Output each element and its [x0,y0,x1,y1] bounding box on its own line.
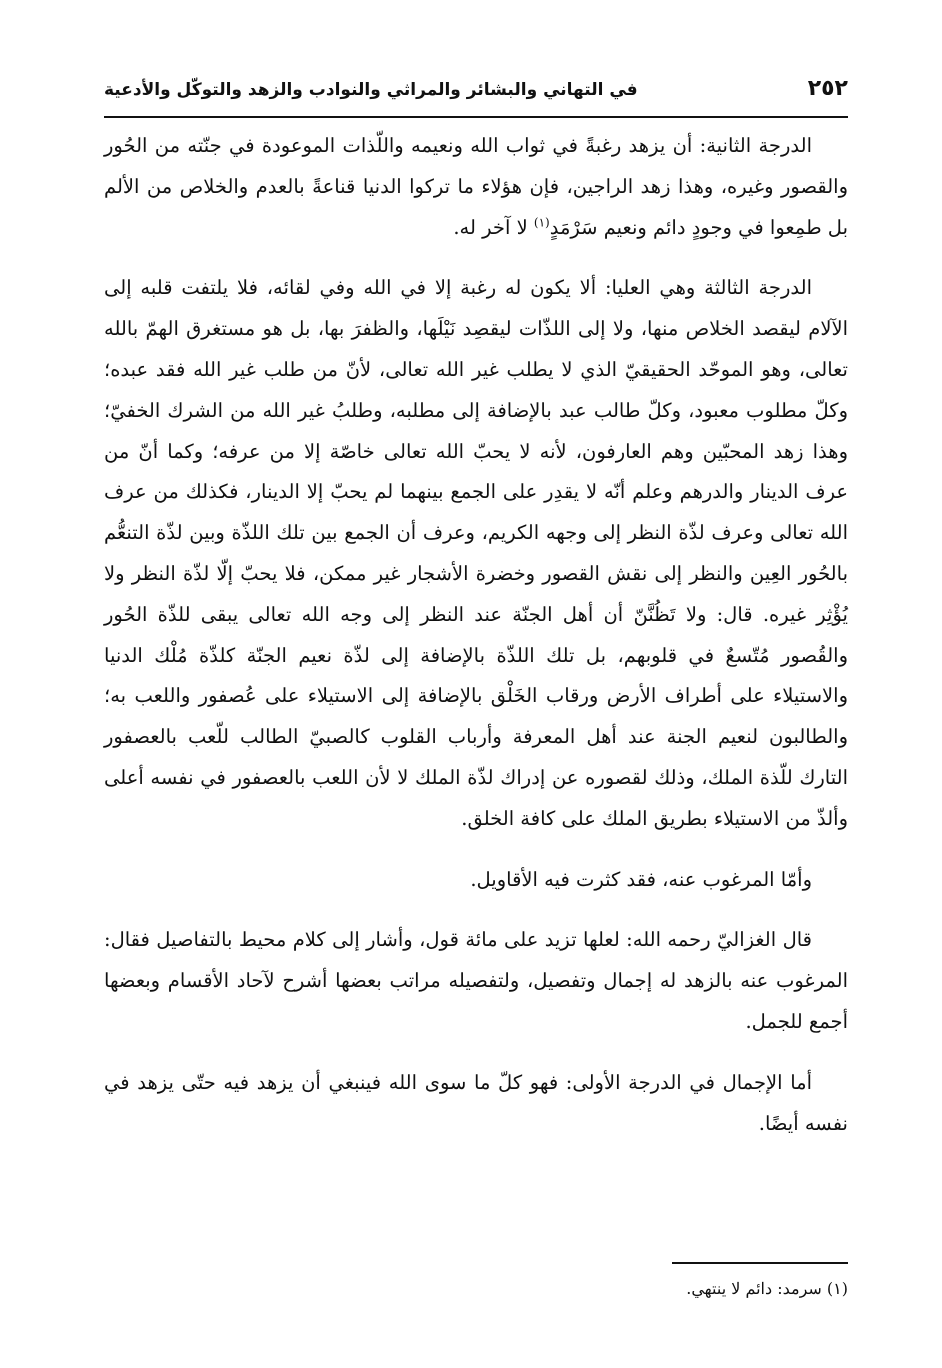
footnote [104,1278,848,1300]
paragraph-renounced-intro: وأمّا المرغوب عنه، فقد كثرت فيه الأقاويل. [470,867,812,891]
running-title: في التهاني والبشائر والمراثي والنوادب والزهد والتوكّل والأدعية [104,80,638,100]
page-header [104,72,848,118]
footnote-text: سرمد: دائم لا ينتهي. [686,1279,822,1298]
footnote-divider [672,1262,848,1264]
paragraph-text: لا آخر له. [453,215,534,239]
paragraph-ghazali-quote: قال الغزاليّ رحمه الله: لعلها تزيد على مائة قول، وأشار إلى كلام محيط بالتفاصيل فقال: المرغوب عنه بالزهد له إجمال وتفصيل، ولتفصيله مراتب بعضها أشرح لآحاد الأقسام وبعضها أجمع للجمل. [104,928,848,1033]
paragraph-text: الدرجة الثانية: أن يزهد رغبةً في ثواب الله ونعيمه واللّذات الموعودة في جنّته من الحُور والقصور وغيره، وهذا زهد الراجين، فإن هؤلاء ما تركوا الدنيا قناعةً بالعدم والخلاص من الألم بل طمِعوا في وجودٍ دائم ونعيم سَرْمَدٍ [104,134,848,239]
paragraph-second-degree [104,126,848,248]
paragraph-third-degree: الدرجة الثالثة وهي العليا: ألا يكون له رغبة إلا في الله وفي لقائه، فلا يلتفت قلبه إلى الآلام ليقصد الخلاص منها، ولا إلى اللذّات ليقصِد نَيْلَها، والظفرَ بها، بل هو مستغرق الهمّ بالله تعالى، وهو الموحّد الحقيقيّ الذي لا يطلب غير الله تعالى، لأنّ من طلب غير الله فقد عبده؛ وكلّ مطلوب معبود، وكلّ طالب عبد بالإضافة إلى مطلبه، وطلبُ غير الله من الشرك الخفيّ؛ وهذا زهد المحبّين وهم العارفون، لأنه لا يحبّ الله تعالى خاصّة إلا من عرفه؛ وكما أنّ من عرف الدينار والدرهم وعلم أنّه لا يقدِر على الجمع بينهما لم يحبّ إلا الدينار، فكذلك من عرف الله تعالى وعرف لذّة النظر إلى وجهه الكريم، وعرف أن الجمع بين تلك اللذّة وبين لذّة التنعُّم بالحُور العِين والنظر إلى نقش القصور وخضرة الأشجار غير ممكن، فلا يحبّ إلّا لذّة النظر ولا يُؤْثِر غيره. قال: ولا تَظُنَّنّ أن أهل الجنّة عند النظر إلى وجه الله تعالى يبقى للذّة الحُور والقُصور مُتّسعٌ في قلوبهم، بل تلك اللذّة بالإضافة إلى لذّة نعيم الجنّة كلذّة مُلْك الدنيا والاستيلاء على أطراف الأرض ورقاب الخَلْق بالإضافة إلى الاستيلاء على عُصفور واللعب به؛ والطالبون لنعيم الجنة عند أهل المعرفة وأرباب القلوب كالصبيّ الطالب للّعب بالعصفور التارك للّذة الملك، وذلك لقصوره عن إدراك لذّة الملك لا لأن اللعب بالعصفور في نفسه أعلى وألذّ من الاستيلاء بطريق الملك على كافة الخلق. [104,276,848,830]
page-number: ٢٥٢ [807,76,848,101]
footnote-marker: (١) [826,1279,848,1298]
footnote-reference: (١) [533,215,550,230]
paragraph-first-degree-summary: أما الإجمال في الدرجة الأولى: فهو كلّ ما سوى الله فينبغي أن يزهد فيه حتّى يزهد في نفسه أيضًا. [104,1070,848,1135]
main-text [104,126,848,1164]
